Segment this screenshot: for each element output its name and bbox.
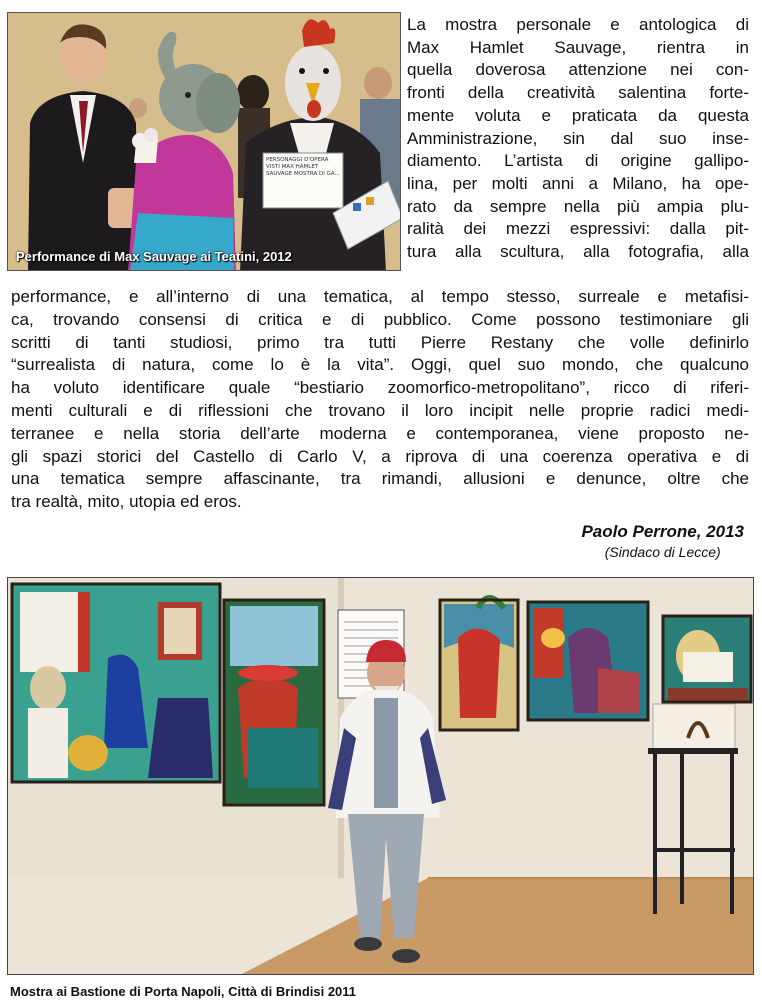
article-line: tura alla scultura, alla fotografia, alla (407, 242, 749, 262)
signature-block (581, 522, 744, 560)
article-line: lina, per molti anni a Milano, ha ope- (407, 173, 749, 193)
article-line: “surrealista di natura, come lo è la vita”. Oggi, quel suo mondo, che qualcuno (11, 355, 749, 375)
article-line: La mostra personale e antologica di (407, 15, 749, 34)
sign-text: PERSONAGGI D'OPERA VISTI MAX HAMLET SAUVAGE MOSTRA DI GA... (266, 157, 340, 177)
article-line: menti culturali e di riflessioni che trovano il loro incipit nelle proprie radici medi- (11, 400, 749, 420)
article-line: mente voluta e praticata da questa (407, 105, 749, 125)
article-line: Max Hamlet Sauvage, rientra in (407, 37, 749, 57)
article-line: tra realtà, mito, utopia ed eros. (11, 492, 242, 512)
article-line: rato da sempre nella più ampia plu- (407, 196, 749, 216)
signature-role: (Sindaco di Lecce) (604, 544, 721, 560)
article-line: Amministrazione, sin dal suo inse- (407, 128, 749, 148)
article-line: scritti di tanti studiosi, primo tra tutti Pierre Restany che volle definirlo (11, 332, 749, 352)
performance-scene (8, 13, 401, 271)
exhibition-photo (7, 577, 754, 975)
article-line: diamento. L’artista di origine gallipo- (407, 151, 749, 171)
article-line: quella doverosa attenzione nei con- (407, 60, 749, 80)
article-line: ha voluto identificare quale “bestiario zoomorfico-metropolitano”, ricco di riferi- (11, 378, 749, 398)
article-line: una tematica sempre affascinante, tra rimandi, allusioni e denunce, oltre che (11, 469, 749, 489)
article-body (11, 286, 749, 514)
performance-photo (7, 12, 401, 271)
exhibition-photo-caption: Mostra ai Bastione di Porta Napoli, Città di Brindisi 2011 (10, 984, 357, 999)
exhibition-scene (8, 578, 754, 975)
article-line: terranee e nella storia dell’arte moderna e contemporanea, viene proposto ne- (11, 423, 749, 443)
article-line: ralità dei mezzi espressivi: dalla pit- (407, 219, 749, 239)
article-intro-column (407, 14, 749, 264)
article-line: performance, e all’interno di una tematica, al tempo stesso, surreale e metafisi- (11, 287, 749, 306)
article-line: fronti della creatività salentina forte- (407, 83, 749, 103)
article-line: gli spazi storici del Castello di Carlo V, a riprova di una coerenza operativa e di (11, 446, 749, 466)
article-line: ca, trovando consensi di critica e di pubblico. Come possono testimoniare gli (11, 309, 749, 329)
signature-name: Paolo Perrone, 2013 (581, 522, 744, 541)
performance-photo-caption: Performance di Max Sauvage ai Teatini, 2012 (16, 249, 292, 264)
